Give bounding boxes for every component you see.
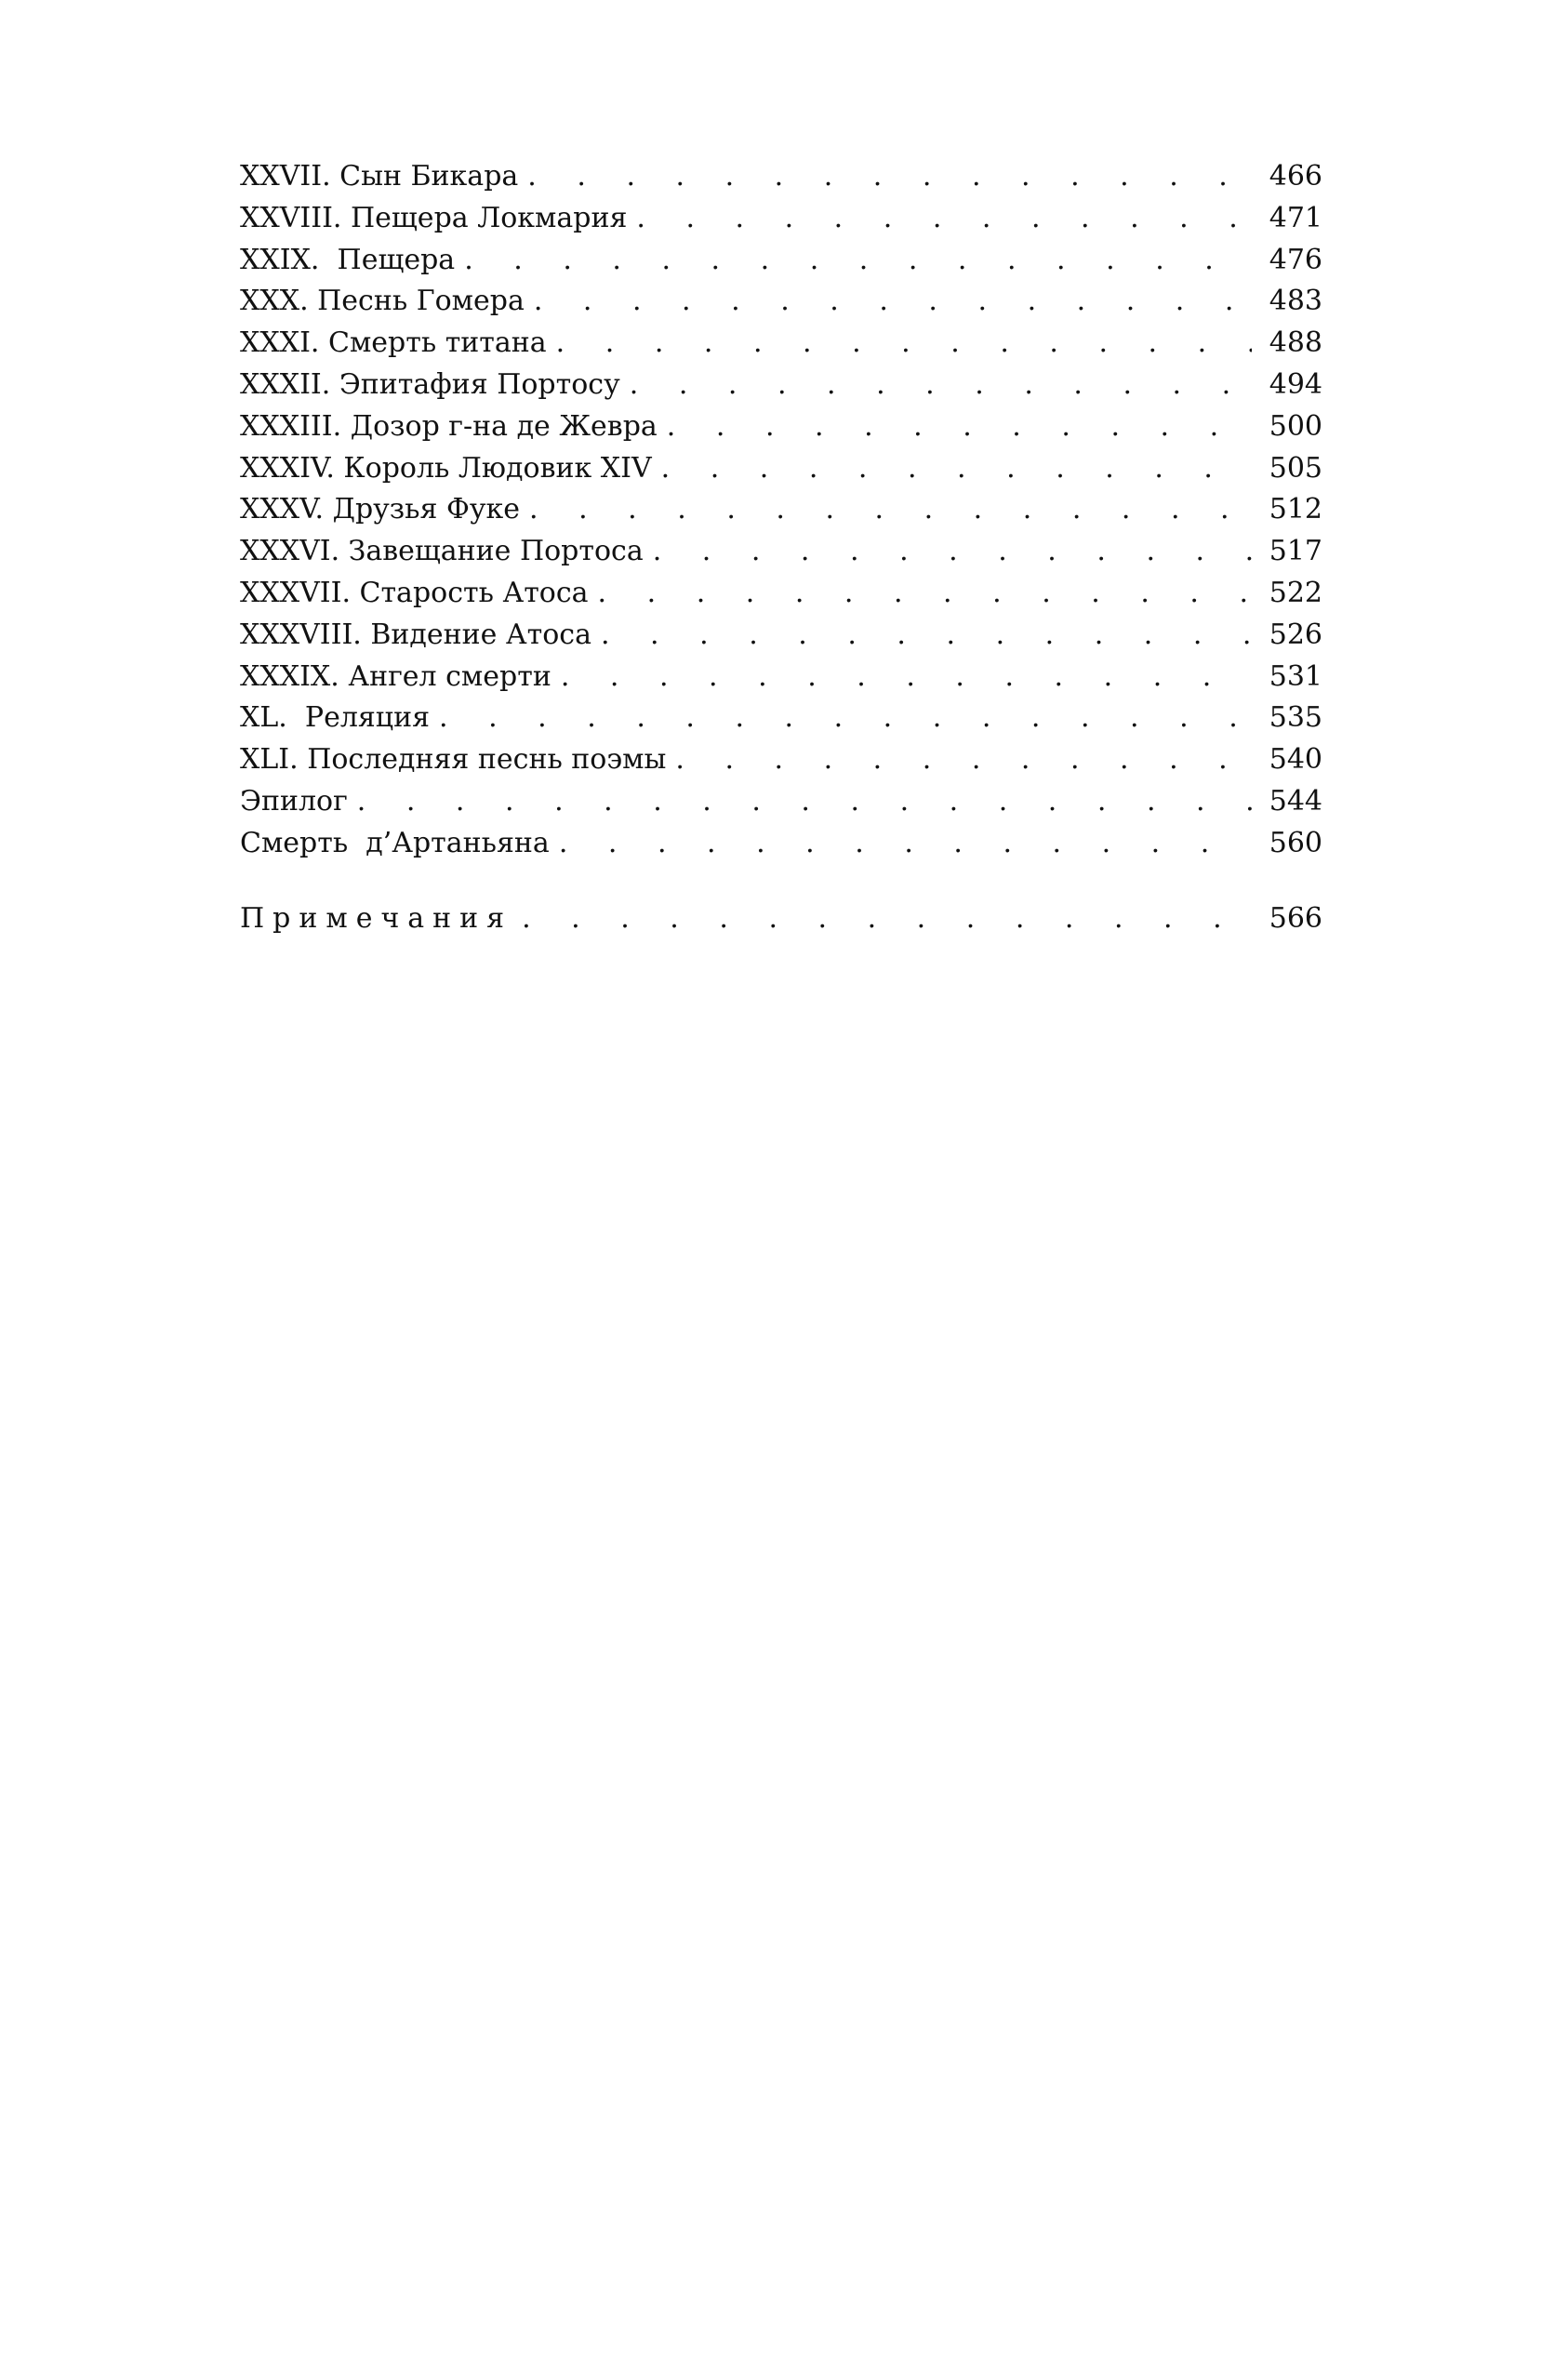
toc-entry-title: XXXI. Смерть титана [240, 326, 547, 360]
toc-entry-title: XXXVIII. Видение Атоса [240, 618, 591, 651]
toc-leader-dots [626, 365, 1252, 406]
toc-entry-title: XXXV. Друзья Фуке [240, 493, 521, 526]
toc-entry-title: XLI. Последняя песнь поэмы [240, 743, 667, 777]
toc-entry-page: 535 [1269, 701, 1322, 735]
toc-entry-title: XL. Реляция [240, 701, 431, 735]
toc-entry [240, 573, 1322, 615]
toc-entry-title: Смерть д’Артаньяна [240, 826, 550, 859]
toc-entry [240, 406, 1322, 448]
toc-notes-title: Примечания [240, 901, 513, 935]
toc-leader-dots [518, 898, 1252, 940]
toc-entry [240, 657, 1322, 698]
toc-leader-dots [530, 281, 1252, 323]
toc-entry-title: XXXVII. Старость Атоса [240, 576, 589, 609]
toc-leader-dots [552, 323, 1252, 365]
toc-entry [240, 781, 1322, 823]
toc-entry [240, 323, 1322, 365]
toc-entry [240, 615, 1322, 657]
toc-entry-page: 560 [1269, 826, 1322, 859]
toc-leader-dots [632, 198, 1252, 240]
toc-entry-title: XXIX. Пещера [240, 243, 456, 276]
toc-entry [240, 739, 1322, 781]
toc-entry-page: 540 [1269, 743, 1322, 777]
toc-entry-page: 526 [1269, 618, 1322, 651]
toc-leader-dots [649, 531, 1252, 573]
toc-entry [240, 281, 1322, 323]
toc-entry-title: XXX. Песнь Гомера [240, 285, 525, 318]
toc-leader-dots [557, 657, 1252, 698]
toc-leader-dots [597, 615, 1252, 657]
toc-entry [240, 156, 1322, 198]
table-of-contents [240, 156, 1322, 939]
toc-leader-dots [555, 823, 1252, 865]
toc-leader-dots [658, 448, 1252, 490]
toc-entry [240, 365, 1322, 406]
toc-entry [240, 698, 1322, 739]
toc-entry-title: XXVIII. Пещера Локмария [240, 201, 628, 234]
toc-notes-page: 566 [1269, 901, 1322, 935]
toc-entry [240, 489, 1322, 531]
toc-entry-page: 488 [1269, 326, 1322, 360]
toc-entry [240, 823, 1322, 865]
toc-entry-title: Эпилог [240, 784, 348, 818]
toc-entry-page: 522 [1269, 576, 1322, 609]
toc-entry-title: XXXVI. Завещание Портоса [240, 535, 644, 568]
toc-entry-page: 483 [1269, 285, 1322, 318]
toc-leader-dots [524, 156, 1252, 198]
toc-entry-page: 500 [1269, 409, 1322, 443]
toc-entry-title: XXXIII. Дозор г-на де Жевра [240, 409, 658, 443]
toc-entry-page: 517 [1269, 535, 1322, 568]
toc-entry-page: 466 [1269, 160, 1322, 193]
toc-leader-dots [594, 573, 1252, 615]
toc-leader-dots [663, 406, 1252, 448]
toc-entry [240, 448, 1322, 490]
toc-leader-dots [525, 489, 1252, 531]
toc-leader-dots [460, 240, 1252, 282]
toc-entry-notes [240, 898, 1322, 940]
toc-entry-page: 471 [1269, 201, 1322, 234]
toc-leader-dots [671, 739, 1252, 781]
toc-entry [240, 531, 1322, 573]
toc-entry-page: 505 [1269, 451, 1322, 485]
toc-entry-title: XXXIV. Король Людовик XIV [240, 451, 652, 485]
toc-entry-page: 544 [1269, 784, 1322, 818]
toc-leader-dots [435, 698, 1252, 739]
toc-entry-page: 512 [1269, 493, 1322, 526]
toc-entry-page: 531 [1269, 659, 1322, 693]
toc-entry-title: XXXII. Эпитафия Портосу [240, 367, 620, 401]
toc-entry [240, 198, 1322, 240]
toc-leader-dots [353, 781, 1252, 823]
toc-entry-title: XXXIX. Ангел смерти [240, 659, 551, 693]
toc-entry-page: 476 [1269, 243, 1322, 276]
toc-entry-title: XXVII. Сын Бикара [240, 160, 519, 193]
toc-entry-page: 494 [1269, 367, 1322, 401]
toc-entry [240, 240, 1322, 282]
